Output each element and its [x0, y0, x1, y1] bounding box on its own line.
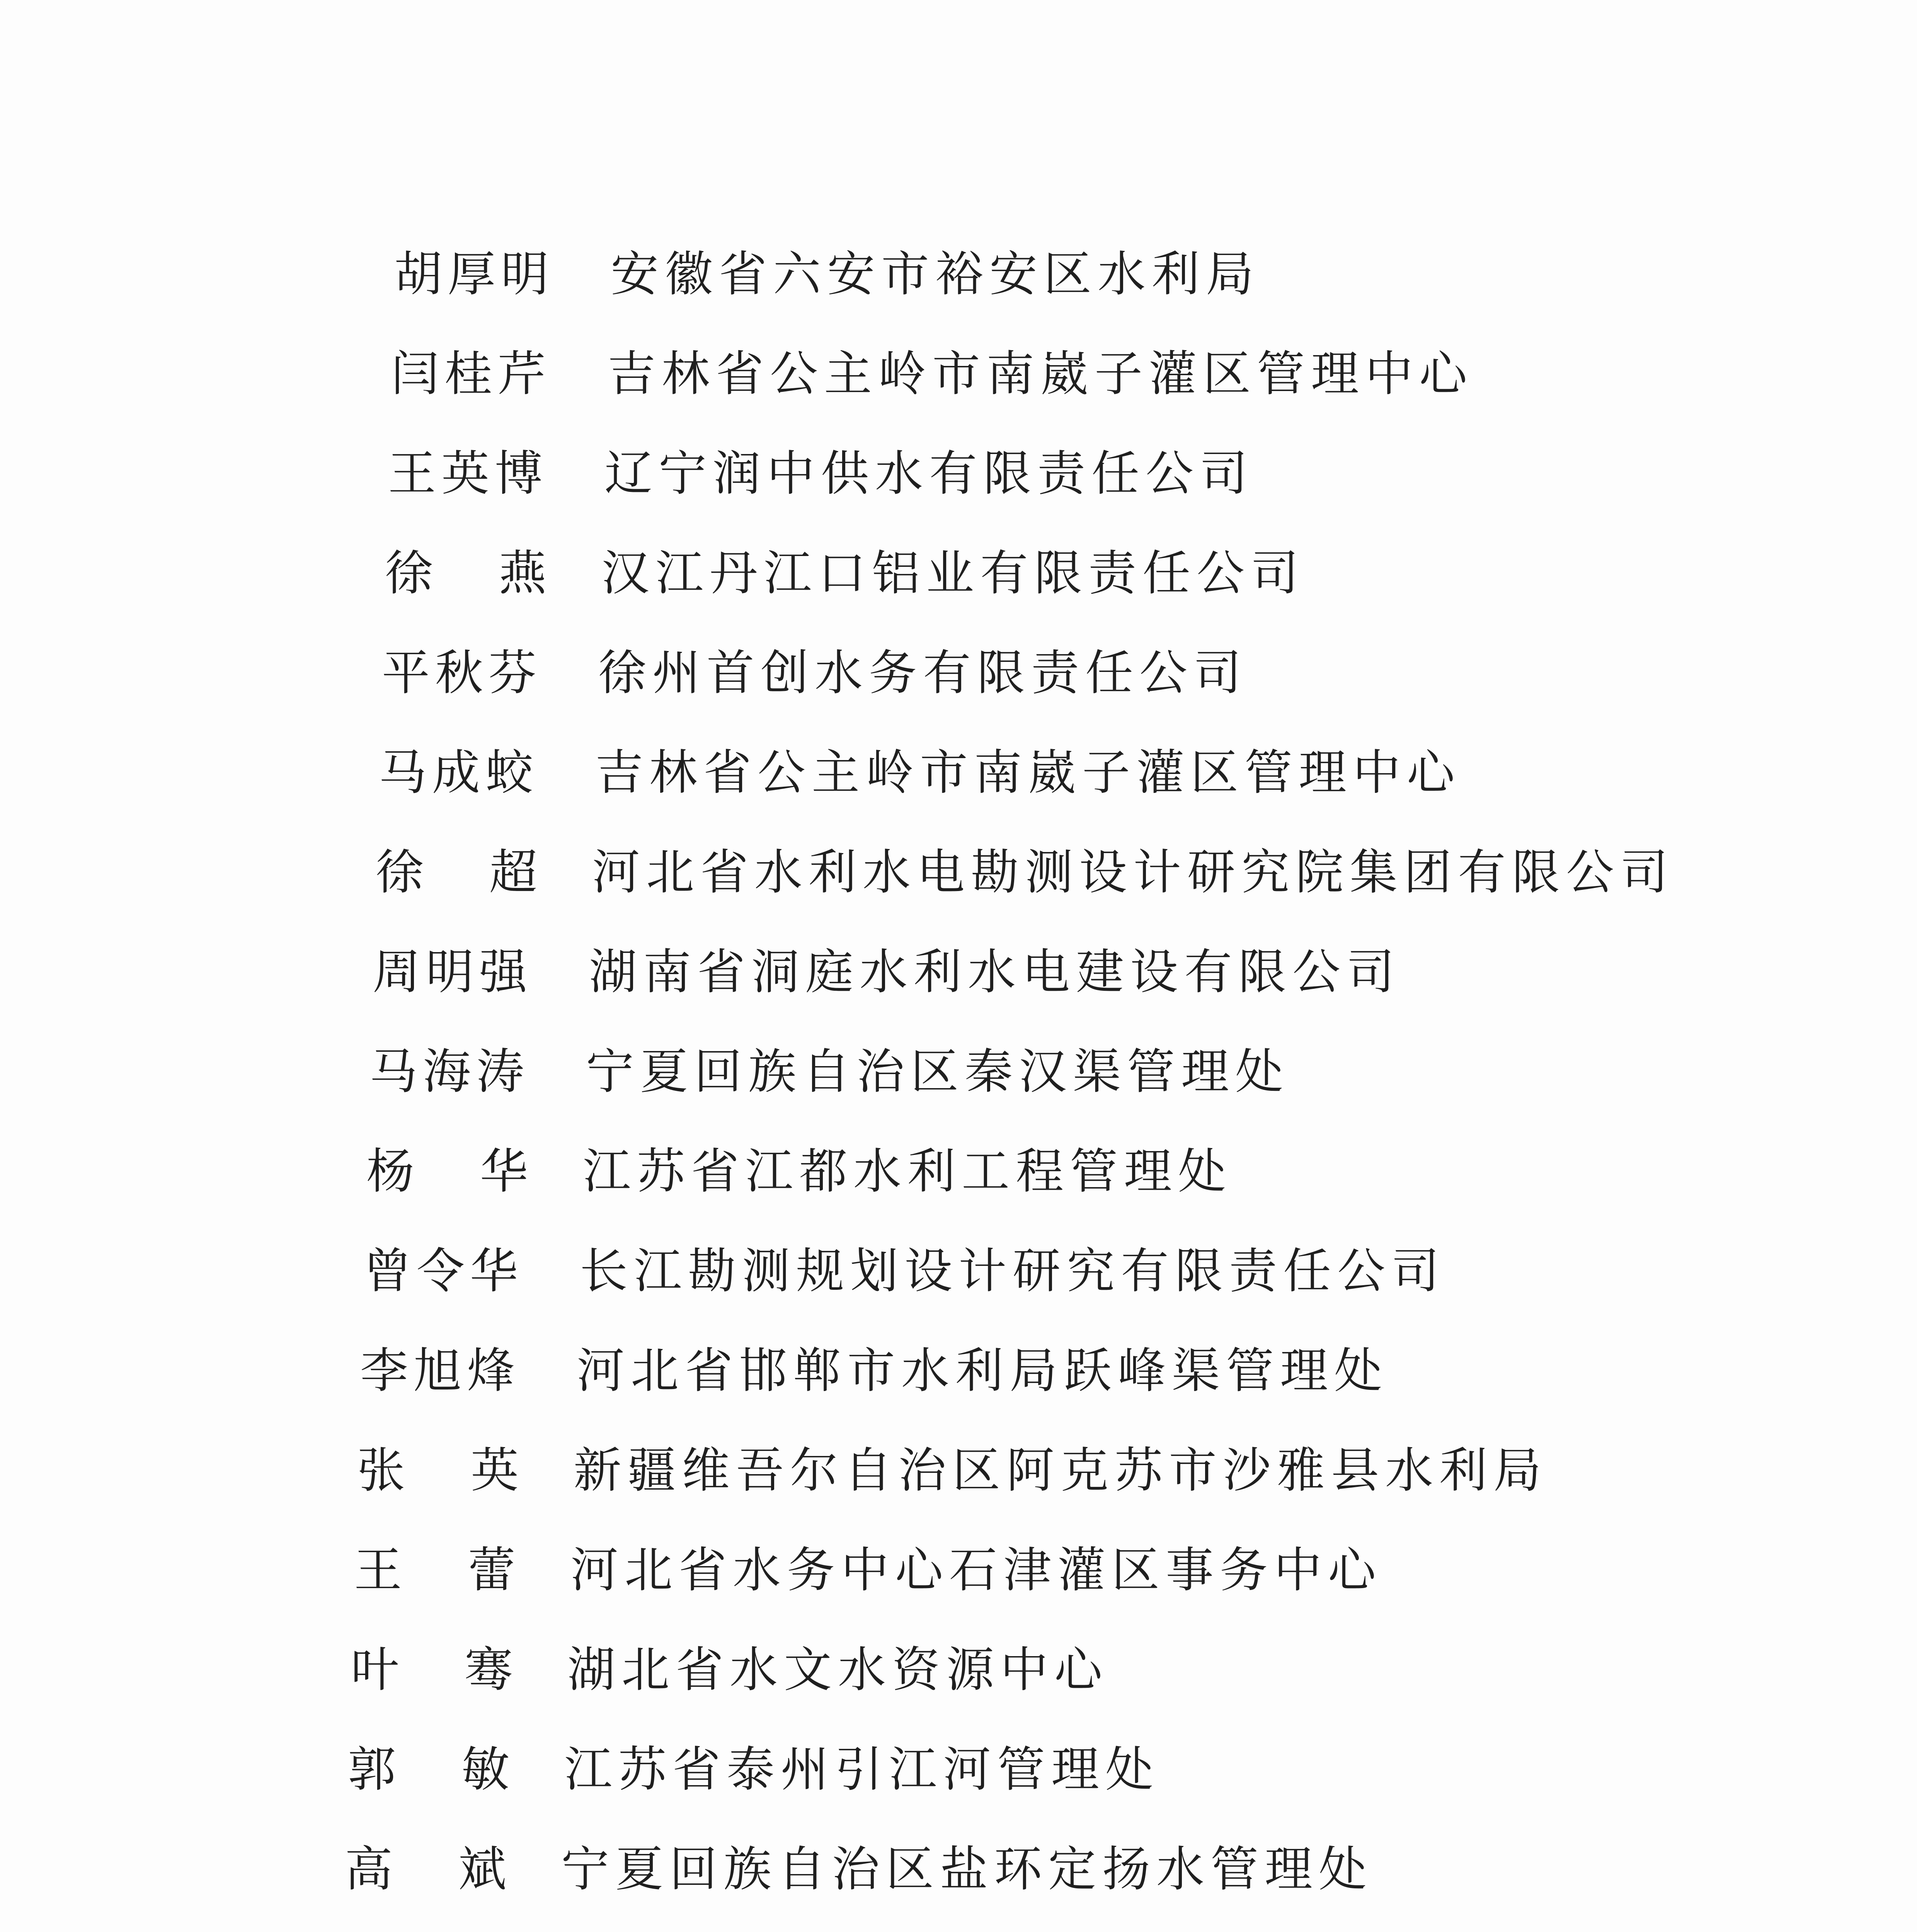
person-name: 闫桂芹	[391, 346, 552, 402]
person-name: 张英	[357, 1443, 585, 1498]
organization-name: 吉林省公主岭市南崴子灌区管理中心	[608, 346, 1474, 402]
organization-name: 汉江丹江口铝业有限责任公司	[601, 546, 1305, 601]
person-name: 周明强	[373, 944, 533, 1000]
organization-name: 江苏省江都水利工程管理处	[583, 1144, 1233, 1199]
person-name: 李旭烽	[360, 1343, 521, 1399]
person-name: 徐燕	[385, 546, 613, 601]
person-name: 王蕾	[354, 1543, 582, 1598]
organization-name: 江苏省泰州引江河管理处	[564, 1742, 1160, 1798]
person-name: 叶骞	[351, 1642, 579, 1698]
organization-name: 辽宁润中供水有限责任公司	[604, 446, 1254, 502]
organization-name: 长江勘测规划设计研究有限责任公司	[580, 1243, 1446, 1299]
organization-name: 新疆维吾尔自治区阿克苏市沙雅县水利局	[574, 1443, 1548, 1498]
person-name: 马成蛟	[379, 745, 539, 801]
organization-name: 宁夏回族自治区盐环定扬水管理处	[561, 1842, 1373, 1897]
person-name: 曾令华	[363, 1243, 524, 1299]
person-name: 徐超	[376, 845, 603, 900]
organization-name: 安徽省六安市裕安区水利局	[611, 247, 1260, 302]
person-name: 高斌	[345, 1842, 572, 1897]
person-name: 胡厚明	[394, 247, 555, 302]
organization-name: 湖南省洞庭水利水电建设有限公司	[589, 944, 1401, 1000]
person-name: 马海涛	[369, 1044, 530, 1100]
person-name	[342, 1930, 504, 1932]
organization-name: 湖北省水文水资源中心	[567, 1642, 1109, 1698]
person-name: 杨华	[366, 1144, 594, 1199]
person-name: 王英博	[388, 446, 548, 502]
organization-name: 宁夏回族自治区秦汉渠管理处	[586, 1044, 1290, 1100]
organization-name	[558, 1930, 1316, 1932]
organization-name: 河北省水务中心石津灌区事务中心	[570, 1543, 1382, 1598]
organization-name: 河北省水利水电勘测设计研究院集团有限公司	[592, 845, 1675, 900]
person-name: 郭敏	[348, 1742, 575, 1798]
person-name: 平秋芬	[382, 645, 542, 701]
organization-name: 吉林省公主岭市南崴子灌区管理中心	[595, 745, 1461, 801]
organization-name: 徐州首创水务有限责任公司	[598, 645, 1248, 701]
organization-name: 河北省邯郸市水利局跃峰渠管理处	[577, 1343, 1389, 1399]
